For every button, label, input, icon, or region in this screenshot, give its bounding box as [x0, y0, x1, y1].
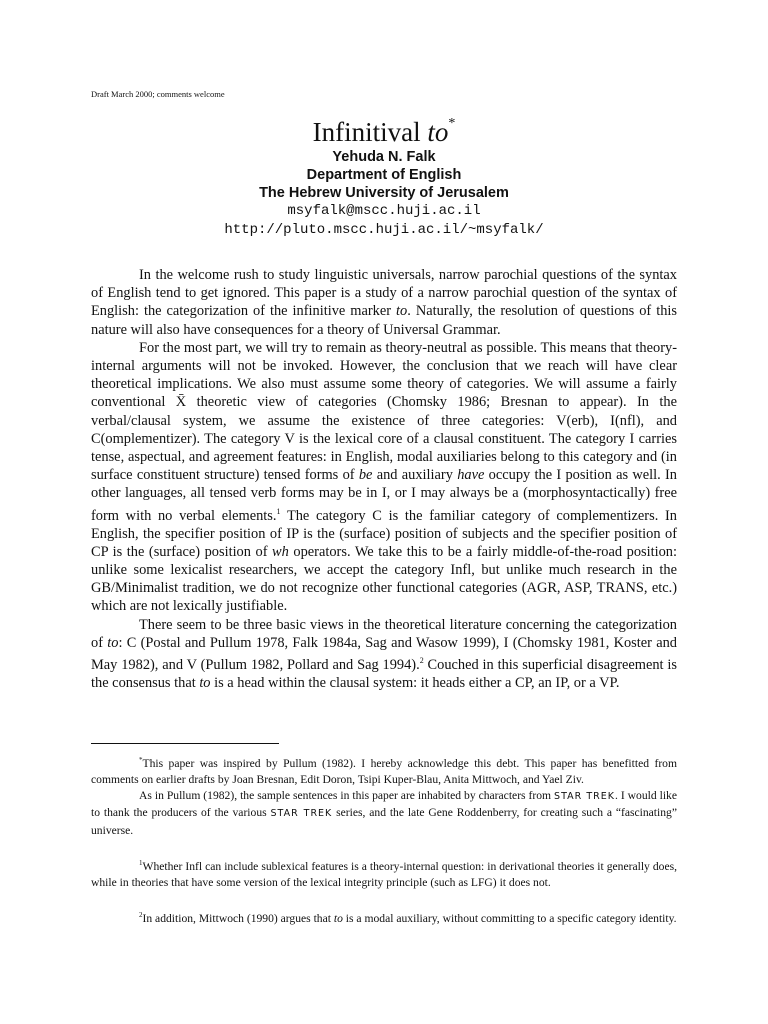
- author-email[interactable]: msyfalk@mscc.huji.ac.il: [287, 203, 481, 219]
- footnote-2: [91, 907, 677, 927]
- author-university: The Hebrew University of Jerusalem: [259, 185, 509, 201]
- text-run: is a modal auxiliary, without committing to a specific category identity.: [342, 912, 677, 925]
- footnote-divider: [91, 743, 279, 744]
- italic-term: have: [457, 467, 485, 484]
- italic-term: to: [199, 675, 211, 692]
- text-run: operators. We take this to be a fairly middle-of-the-road position: unlike some lexicalist researchers, we accept the category Infl, but unlike much research in the GB/Minimalist tradition, we do not recognize other functional categories (AGR, ASP, TRANS, etc.) which are not lexically justifiable.: [91, 543, 677, 615]
- footnote-ref-1[interactable]: 1: [276, 506, 281, 516]
- paper-title: [91, 112, 677, 148]
- x-bar-symbol: X̄: [175, 394, 187, 411]
- author-url[interactable]: http://pluto.mscc.huji.ac.il/~msyfalk/: [224, 222, 544, 238]
- text-run: There seem to be three basic views in the theoretical literature concerning the categorization of: [91, 616, 677, 651]
- italic-term: wh: [272, 543, 289, 560]
- star-trek-logo-text: STAR TREK: [554, 791, 615, 803]
- title-block: [91, 112, 677, 240]
- text-run: : C (Postal and Pullum 1978, Falk 1984a, Sag and Wasow 1999), I (Chomsky 1981, Koster and May 1982), and V (Pullum 1982, Pollard and Sag 1994).: [91, 634, 677, 673]
- footnote-ref-2[interactable]: 2: [419, 656, 424, 666]
- footnotes: [91, 752, 677, 927]
- text-run: occupy the I position as well. In other languages, all tensed verb forms may be in I, or I may always be a (morphosyntactically) free form with no verbal elements.: [91, 467, 678, 524]
- text-run: In addition, Mittwoch (1990) argues that: [142, 912, 334, 925]
- text-run: Whether Infl can include sublexical features is a theory-internal question: in derivational theories it generally does, while in theories that have some version of the lexical integrity principle (such as LFG) it does not.: [91, 859, 677, 889]
- footnote-marker: 2: [139, 911, 143, 920]
- paragraph-1: [91, 266, 677, 339]
- footnote-star: [91, 752, 677, 788]
- footnote-marker: *: [139, 756, 143, 764]
- text-run: theoretic view of categories (Chomsky 1986; Bresnan to appear). In the verbal/clausal system, we assume the existence of three categories: V(erb), I(nfl), and C(omplementizer). The category V is the lexical core of a clausal constituent. The category I carries tense, aspectual, and agreement features: in English, modal auxiliaries belong to this category and (in surface constituent structure) tensed forms of: [91, 394, 677, 484]
- body-text: [91, 266, 677, 692]
- text-run: For the most part, we will try to remain as theory-neutral as possible. This means that theory-internal arguments will not be invoked. However, the conclusion that we reach will have clear theoretical implications. We also must assume some theory of categories. We will assume a fairly conventional: [91, 339, 677, 411]
- draft-note: Draft March 2000; comments welcome: [91, 89, 225, 99]
- paragraph-2: [91, 339, 677, 616]
- paragraph-3: [91, 616, 677, 693]
- text-run: This paper was inspired by Pullum (1982). I hereby acknowledge this debt. This paper has benefitted from comments on earlier drafts by Joan Bresnan, Edit Doron, Tsipi Kuper-Blau, Anita Mittwoch, and Yael Ziv.: [91, 756, 677, 787]
- text-run: and auxiliary: [372, 467, 458, 484]
- text-run: series, and the late Gene Roddenberry, for creating such a “fascinating” universe.: [91, 806, 677, 837]
- italic-term: to: [333, 912, 343, 925]
- text-run: Couched in this superficial disagreement is the consensus that: [91, 656, 677, 692]
- text-run: In the welcome rush to study linguistic universals, narrow parochial questions of the syntax of English tend to get ignored. This paper is a study of a narrow parochial question of the syntax of English: the categorization of the infinitive marker: [91, 267, 677, 320]
- title-main: Infinitival: [312, 117, 421, 147]
- footnote-star-cont: [91, 788, 677, 839]
- title-footnote-marker[interactable]: *: [448, 116, 456, 131]
- text-run: . I would like to thank the producers of the various: [91, 789, 677, 820]
- italic-term: be: [358, 467, 373, 484]
- italic-term: to: [396, 303, 408, 320]
- italic-term: to: [107, 634, 119, 651]
- title-italic: to: [427, 117, 449, 147]
- text-run: As in Pullum (1982), the sample sentences in this paper are inhabited by characters from: [139, 789, 555, 803]
- author-name: Yehuda N. Falk: [332, 149, 436, 165]
- footnote-1: [91, 855, 677, 891]
- text-run: The category C is the familiar category of complementizers. In English, the specifier position of IP is the (surface) position of subjects and the specifier position of CP is the (surface) position of: [91, 507, 677, 560]
- author-department: Department of English: [306, 167, 462, 183]
- footnote-marker: 1: [139, 858, 143, 867]
- star-trek-logo-text: STAR TREK: [270, 808, 333, 820]
- text-run: . Naturally, the resolution of questions of this nature will also have consequences for a theory of Universal Grammar.: [91, 303, 678, 338]
- text-run: is a head within the clausal system: it heads either a CP, an IP, or a VP.: [210, 675, 620, 692]
